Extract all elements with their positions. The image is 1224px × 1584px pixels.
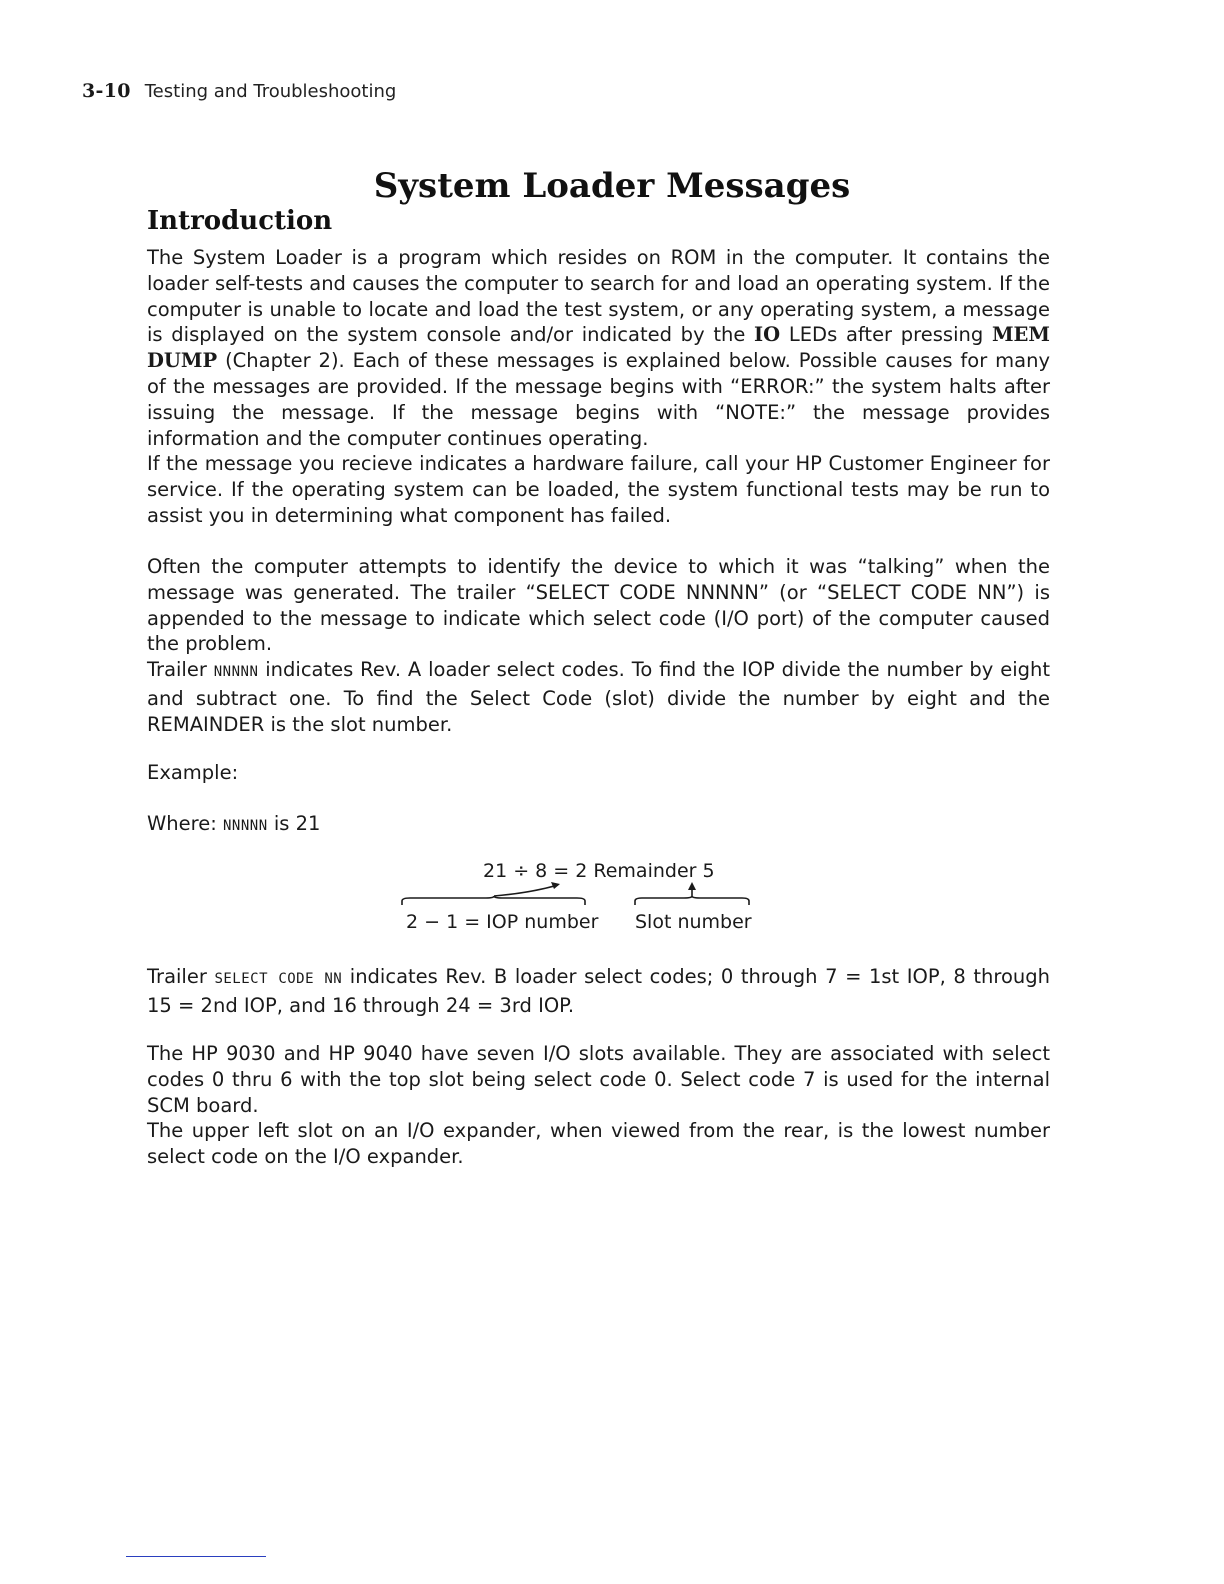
trailer-paragraph: Often the computer attempts to identify the device to which it was “talking” when the message was generated. The trailer “SELECT CODE NNNNN” (or “SELECT CODE NN”) is appended to the message to indicate which select code (I/O port) of the computer caused the problem. bbox=[147, 555, 1050, 656]
division-diagram bbox=[380, 855, 780, 945]
trailer-code-select: SELECT CODE NN bbox=[214, 971, 343, 987]
page-title: System Loader Messages bbox=[373, 166, 851, 206]
section-heading: Introduction bbox=[147, 206, 333, 236]
io-bold-term: IO bbox=[754, 323, 781, 347]
intro-paragraph: The System Loader is a program which resides on ROM in the computer. It contains the loader self-tests and causes the computer to search for and load an operating system. If the computer is unable to locate and load the test system, or any operating system, a message is displayed on the system console and/or indicated by the IO LEDs after pressing MEM DUMP (Chapter 2). Each of these messages is explained below. Possible causes for many of the messages are provided. If the message begins with “ERROR:” the system halts after issuing the message. If the message begins with “NOTE:” the message provides information and the computer continues operating. bbox=[147, 246, 1050, 450]
footer-rule bbox=[126, 1556, 266, 1557]
division-equation: 21 ÷ 8 = 2 Remainder 5 bbox=[483, 860, 715, 882]
arrow-head-remainder bbox=[688, 882, 696, 890]
slots-paragraph: The HP 9030 and HP 9040 have seven I/O slots available. They are associated with select codes 0 thru 6 with the top slot being select code 0. Select code 7 is used for the internal SCM board. bbox=[147, 1042, 1050, 1117]
iop-number-label: 2 − 1 = IOP number bbox=[406, 911, 599, 933]
left-brace bbox=[402, 896, 585, 905]
arrow-to-quotient bbox=[494, 885, 558, 896]
arrow-head-quotient bbox=[551, 882, 560, 889]
hardware-failure-paragraph: If the message you recieve indicates a hardware failure, call your HP Customer Engineer for service. If the operating system can be loaded, the system functional tests may be run to assist you in determining what component has failed. bbox=[147, 452, 1050, 527]
trailer-code-nnnnn: NNNNN bbox=[213, 664, 259, 680]
example-label: Example: bbox=[147, 761, 239, 784]
chapter-title: Testing and Troubleshooting bbox=[144, 81, 397, 102]
mem-dump-bold-term: MEM DUMP bbox=[147, 323, 1050, 373]
expander-paragraph: The upper left slot on an I/O expander, when viewed from the rear, is the lowest number select code on the I/O expander. bbox=[147, 1119, 1050, 1168]
where-line: Where: NNNNN is 21 bbox=[147, 812, 321, 835]
where-code: NNNNN bbox=[223, 818, 268, 834]
rev-b-paragraph: Trailer SELECT CODE NN indicates Rev. B loader select codes; 0 through 7 = 1st IOP, 8 through 15 = 2nd IOP, and 16 through 24 = 3rd IOP. bbox=[147, 965, 1050, 1017]
page-number: 3-10 bbox=[82, 80, 131, 102]
rev-a-paragraph: Trailer NNNNN indicates Rev. A loader select codes. To find the IOP divide the number by eight and subtract one. To find the Select Code (slot) divide the number by eight and the REMAINDER is the slot number. bbox=[147, 658, 1050, 736]
right-brace bbox=[635, 896, 749, 905]
page-header bbox=[82, 80, 396, 102]
slot-number-label: Slot number bbox=[635, 911, 752, 933]
